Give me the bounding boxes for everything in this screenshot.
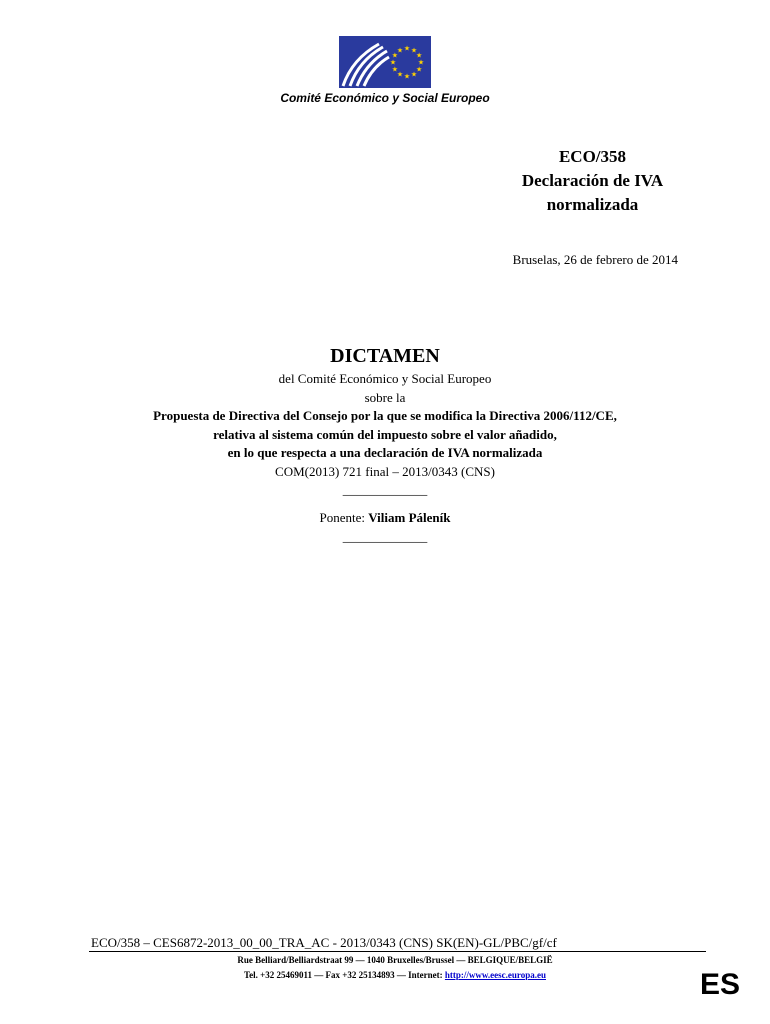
star-icon: ★ [415,65,423,74]
star-icon: ★ [403,44,411,53]
proposal-line-1: Propuesta de Directiva del Consejo por la que se modifica la Directiva 2006/112/CE, [153,408,617,423]
star-icon: ★ [391,51,399,60]
footer-address: Rue Belliard/Belliardstraat 99 — 1040 Bruxelles/Brussel — BELGIQUE/BELGIË [237,955,553,965]
opinion-block [0,342,770,544]
footer-document-reference: ECO/358 – CES6872-2013_00_00_TRA_AC - 2013/0343 (CNS) SK(EN)-GL/PBC/gf/cf [91,935,557,950]
separator-1: _____________ [342,482,428,497]
star-icon: ★ [410,46,418,55]
document-title-line-1: Declaración de IVA [521,171,664,190]
website-link[interactable]: http://www.eesc.europa.eu [444,970,546,980]
footer-contact-prefix: Tel. +32 25469011 — Fax +32 25134893 — Internet: [243,970,443,980]
star-icon: ★ [396,46,404,55]
proposal-line-2: relativa al sistema común del impuesto sobre el valor añadido, [213,426,557,442]
separator-2: _____________ [342,528,428,544]
opinion-subtitle-line-2: sobre la [364,389,406,405]
com-reference: COM(2013) 721 final – 2013/0343 (CNS) [275,463,495,479]
footer-contact [0,970,770,980]
star-icon: ★ [410,70,418,79]
eesc-eu-flag-logo-icon [339,36,431,88]
rapporteur-label: Ponente: [319,510,366,525]
document-title-line-2: normalizada [546,195,639,214]
document-code: ECO/358 [558,147,627,166]
proposal-line-3: en lo que respecta a una declaración de IVA normalizada [227,445,543,460]
document-date: Bruselas, 26 de febrero de 2014 [512,252,678,267]
star-icon: ★ [417,58,425,67]
organization-name: Comité Económico y Social Europeo [280,91,490,105]
star-icon: ★ [389,58,397,67]
rapporteur [0,509,770,528]
star-icon: ★ [403,72,411,81]
document-reference-block [470,145,715,217]
opinion-title: DICTAMEN [330,345,440,367]
star-icon: ★ [396,70,404,79]
star-icon: ★ [391,65,399,74]
footer-divider [89,951,706,952]
eesc-logo [339,36,431,88]
language-code: ES [700,968,741,1001]
rapporteur-name: Viliam Páleník [368,510,451,525]
opinion-subtitle-line-1: del Comité Económico y Social Europeo [278,371,492,386]
star-icon: ★ [415,51,423,60]
